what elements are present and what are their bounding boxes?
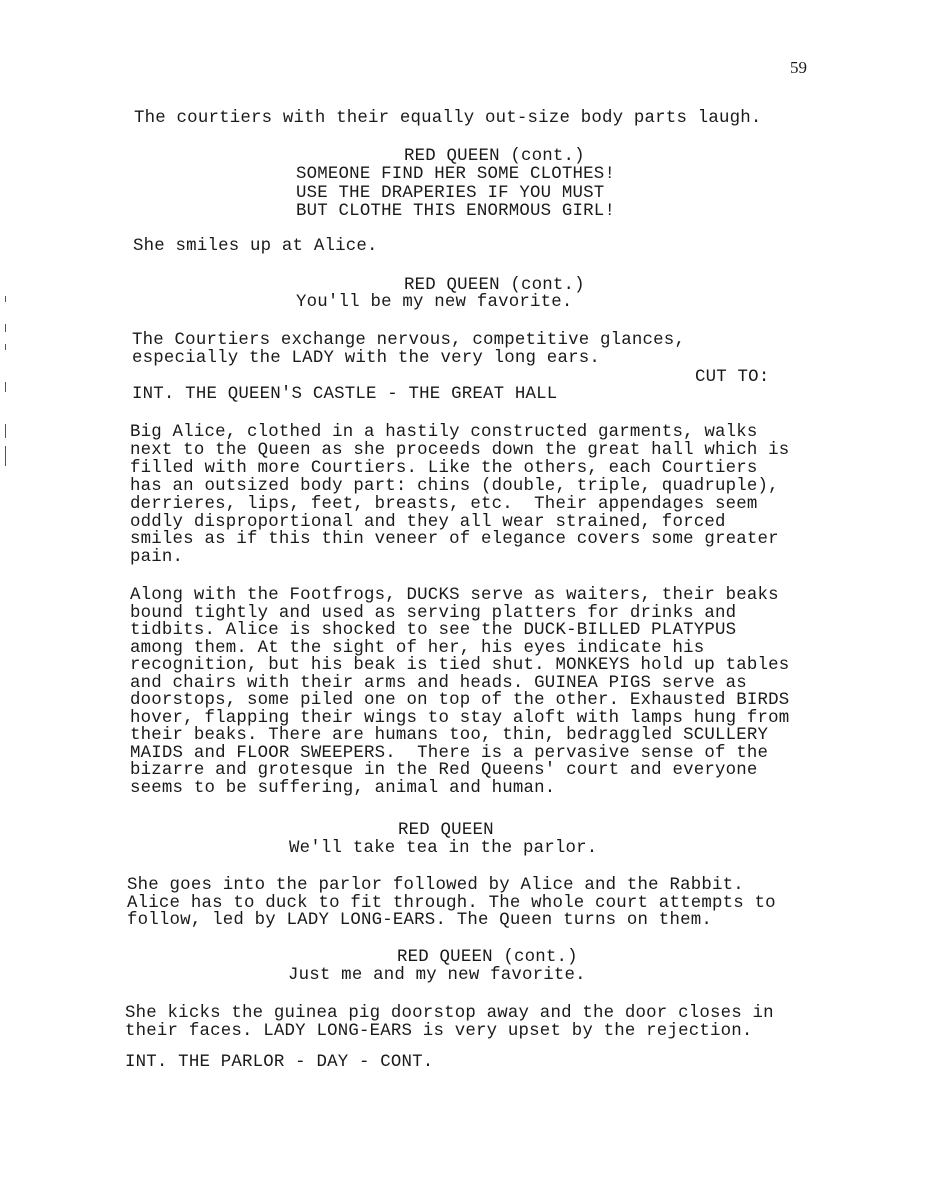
script-action-line: seems to be suffering, animal and human. [130, 778, 556, 798]
script-slugline-line: INT. THE PARLOR - DAY - CONT. [125, 1053, 434, 1072]
script-character-line: RED QUEEN (cont.) [397, 948, 578, 967]
script-action-line: their beaks. There are humans too, thin, bedraggled SCULLERY [130, 726, 769, 745]
margin-mark [5, 324, 6, 332]
margin-mark [5, 424, 6, 438]
script-action-line: filled with more Courtiers. Like the others, each Courtiers [130, 458, 758, 478]
script-character-line: RED QUEEN (cont.) [404, 276, 585, 295]
script-dialogue-line: You'll be my new favorite. [296, 293, 573, 312]
script-action-line: Along with the Footfrogs, DUCKS serve as waiters, their beaks [130, 586, 779, 605]
script-action-line: tidbits. Alice is shocked to see the DUCK-BILLED PLATYPUS [130, 621, 737, 640]
script-action-line: among them. At the sight of her, his eyes indicate his [130, 638, 705, 658]
margin-mark [5, 344, 6, 350]
script-action-line: next to the Queen as she proceeds down the great hall which is [130, 440, 790, 460]
script-action-line: bizarre and grotesque in the Red Queens' court and everyone [130, 761, 758, 780]
script-action-line: MAIDS and FLOOR SWEEPERS. There is a pervasive sense of the [130, 743, 769, 763]
script-action-line: hover, flapping their wings to stay aloft with lamps hung from [130, 708, 790, 728]
script-character-line: RED QUEEN (cont.) [404, 147, 585, 166]
script-action-line: and chairs with their arms and heads. GUINEA PIGS serve as [130, 673, 747, 693]
script-dialogue-line: BUT CLOTHE THIS ENORMOUS GIRL! [296, 202, 616, 221]
script-action-line: especially the LADY with the very long ears. [132, 348, 600, 368]
script-action-line: doorstops, some piled one on top of the other. Exhausted BIRDS [130, 691, 790, 710]
script-action-line: The courtiers with their equally out-size body parts laugh. [134, 109, 762, 128]
script-transition-line: CUT TO: [695, 368, 770, 387]
script-action-line: recognition, but his beak is tied shut. MONKEYS hold up tables [130, 656, 790, 675]
script-action-line: derrieres, lips, feet, breasts, etc. Their appendages seem [130, 494, 758, 514]
script-action-line: Alice has to duck to fit through. The whole court attempts to [127, 893, 776, 913]
script-action-line: The Courtiers exchange nervous, competitive glances, [132, 331, 686, 350]
script-dialogue-line: Just me and my new favorite. [288, 966, 586, 985]
script-action-line: oddly disproportional and they all wear strained, forced [130, 512, 726, 532]
script-action-line: She goes into the parlor followed by Alice and the Rabbit. [127, 876, 744, 895]
script-action-line: bound tightly and used as serving platters for drinks and [130, 603, 737, 623]
margin-mark [5, 446, 6, 466]
margin-mark [5, 296, 6, 302]
script-action-line: their faces. LADY LONG-EARS is very upset by the rejection. [125, 1022, 753, 1041]
script-action-line: She smiles up at Alice. [133, 237, 378, 256]
script-dialogue-line: USE THE DRAPERIES IF YOU MUST [296, 183, 605, 203]
script-action-line: follow, led by LADY LONG-EARS. The Queen turns on them. [127, 911, 712, 930]
script-dialogue-line: SOMEONE FIND HER SOME CLOTHES! [296, 165, 616, 184]
script-action-line: She kicks the guinea pig doorstop away and the door closes in [125, 1004, 774, 1023]
script-slugline-line: INT. THE QUEEN'S CASTLE - THE GREAT HALL [132, 385, 558, 404]
page-number: 59 [790, 58, 807, 77]
margin-mark [5, 382, 6, 392]
script-action-line: pain. [130, 548, 184, 568]
script-action-line: Big Alice, clothed in a hastily constructed garments, walks [130, 423, 758, 442]
script-character-line: RED QUEEN [398, 821, 494, 840]
script-dialogue-line: We'll take tea in the parlor. [289, 839, 598, 858]
script-action-line: has an outsized body part: chins (double, triple, quadruple), [130, 476, 779, 496]
script-action-line: smiles as if this thin veneer of elegance covers some greater [130, 530, 779, 550]
